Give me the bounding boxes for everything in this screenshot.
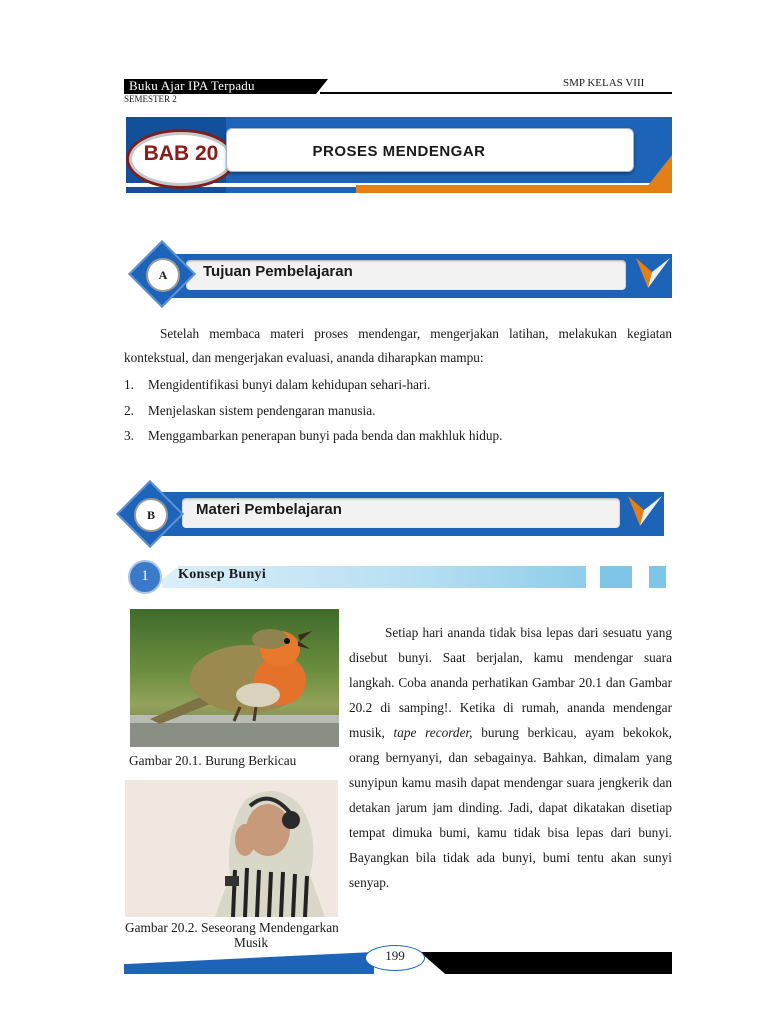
subsection-number: 1 <box>128 560 162 594</box>
section-b-v-icon <box>624 492 664 530</box>
figure-1-caption: Gambar 20.1. Burung Berkicau <box>129 753 297 768</box>
girl-listening-photo <box>125 780 338 917</box>
konsep-bunyi-paragraph: Setiap hari ananda tidak bisa lepas dari sesuatu yang disebut bunyi. Saat berjalan, kamu mendengar suara langkah. Coba ananda perhatikan Gambar 20.1 dan Gambar 20.2 di samping!. Ketika di rumah, ananda mendengar musik, tape recorder, burung berkicau, ayam bekokok, orang bernyanyi, dan sebagainya. Bahkan, dimalam yang sunyipun kamu masih dapat mendengar suara jengkerik dan detakan jarum jam dinding. Jadi, dapat dikatakan disetiap tempat dimuka bumi, kamu tidak bisa lepas dari bunyi. Bayangkan bila tidak ada bunyi, bumi tentu akan sunyi senyap. <box>349 625 672 890</box>
section-a-v-icon <box>632 254 672 292</box>
objective-item: 3. Menggambarkan penerapan bunyi pada benda dan makhluk hidup. <box>124 428 503 443</box>
section-b-title: Materi Pembelajaran <box>196 501 342 518</box>
objective-item: 1. Mengidentifikasi bunyi dalam kehidupan sehari-hari. <box>124 377 431 392</box>
bird-photo <box>130 609 339 747</box>
chapter-title: PROSES MENDENGAR <box>312 143 486 160</box>
book-title: Buku Ajar IPA Terpadu <box>129 78 255 93</box>
section-a-title: Tujuan Pembelajaran <box>203 263 353 280</box>
header-rule <box>320 92 672 94</box>
footer-blue-band <box>124 952 374 974</box>
subsection-title: Konsep Bunyi <box>178 567 267 582</box>
objectives-intro: Setelah membaca materi proses mendengar, mengerjakan latihan, melakukan kegiatan kontekstual, dan mengerjakan evaluasi, ananda diharapkan mampu: <box>124 326 672 365</box>
class-label: SMP KELAS VIII <box>563 77 645 89</box>
section-a-letter: A <box>158 268 168 282</box>
section-b-letter: B <box>146 508 155 522</box>
objective-item: 2. Menjelaskan sistem pendengaran manusia. <box>124 403 376 418</box>
page-number: 199 <box>385 948 405 963</box>
figure-2-caption: Gambar 20.2. Seseorang Mendengarkan <box>125 920 339 935</box>
footer-black-band <box>420 952 672 974</box>
chapter-label: BAB 20 <box>143 142 219 165</box>
semester-label: SEMESTER 2 <box>124 94 177 104</box>
subsection-square <box>649 566 666 588</box>
subsection-square <box>600 566 632 588</box>
figure-2-caption-cont: Musik <box>234 935 268 950</box>
